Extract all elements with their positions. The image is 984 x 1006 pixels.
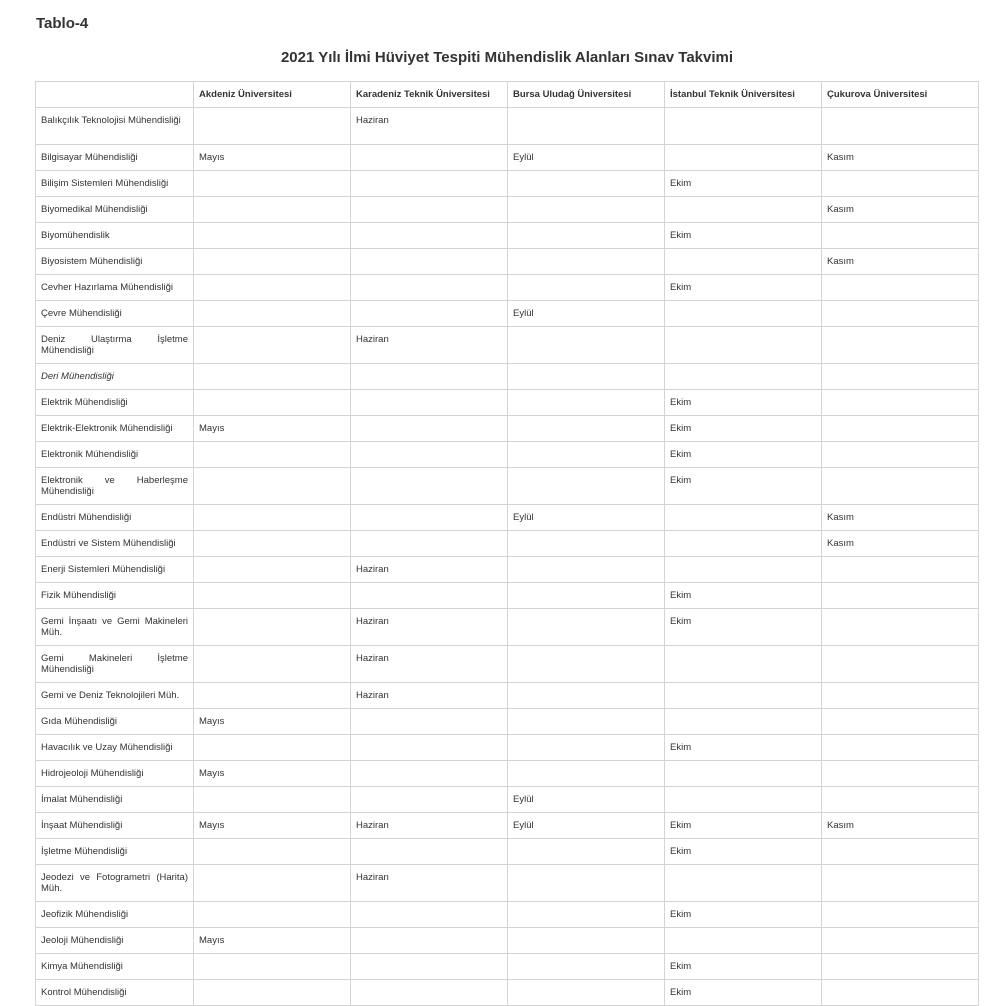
month-cell-akdeniz (194, 301, 351, 327)
month-cell-itu (665, 327, 822, 364)
month-cell-itu (665, 364, 822, 390)
month-cell-cukurova: Kasım (822, 197, 979, 223)
month-cell-cukurova (822, 902, 979, 928)
field-name-cell: Bilişim Sistemleri Mühendisliği (36, 171, 194, 197)
month-cell-akdeniz: Mayıs (194, 709, 351, 735)
month-cell-itu (665, 531, 822, 557)
field-name-cell: Biyomedikal Mühendisliği (36, 197, 194, 223)
document-label: Tablo-4 (36, 15, 89, 32)
table-row (36, 171, 979, 197)
month-cell-itu (665, 197, 822, 223)
month-cell-cukurova (822, 954, 979, 980)
month-cell-karadeniz (351, 928, 508, 954)
month-cell-cukurova (822, 390, 979, 416)
field-name-cell: Çevre Mühendisliği (36, 301, 194, 327)
month-cell-itu: Ekim (665, 468, 822, 505)
table-row (36, 505, 979, 531)
month-cell-uludag (508, 928, 665, 954)
table-row (36, 839, 979, 865)
month-cell-akdeniz: Mayıs (194, 761, 351, 787)
month-cell-akdeniz (194, 787, 351, 813)
month-cell-akdeniz: Mayıs (194, 813, 351, 839)
month-cell-itu: Ekim (665, 442, 822, 468)
month-cell-itu: Ekim (665, 171, 822, 197)
month-cell-karadeniz (351, 787, 508, 813)
month-cell-akdeniz (194, 171, 351, 197)
month-cell-akdeniz (194, 249, 351, 275)
month-cell-cukurova (822, 416, 979, 442)
month-cell-uludag (508, 865, 665, 902)
month-cell-akdeniz (194, 442, 351, 468)
field-name-cell: Elektronik ve Haberleşme Mühendisliği (36, 468, 194, 505)
month-cell-cukurova (822, 928, 979, 954)
month-cell-akdeniz (194, 839, 351, 865)
month-cell-karadeniz: Haziran (351, 108, 508, 145)
month-cell-itu (665, 108, 822, 145)
month-cell-itu (665, 761, 822, 787)
month-cell-itu: Ekim (665, 416, 822, 442)
field-name-cell: Elektronik Mühendisliği (36, 442, 194, 468)
table-row (36, 416, 979, 442)
month-cell-akdeniz (194, 735, 351, 761)
field-name-cell: Biyomühendislik (36, 223, 194, 249)
month-cell-itu: Ekim (665, 390, 822, 416)
month-cell-cukurova (822, 223, 979, 249)
month-cell-karadeniz (351, 275, 508, 301)
month-cell-karadeniz (351, 145, 508, 171)
month-cell-karadeniz: Haziran (351, 557, 508, 583)
month-cell-uludag (508, 442, 665, 468)
table-row (36, 865, 979, 902)
field-name-cell: Balıkçılık Teknolojisi Mühendisliği (36, 108, 194, 145)
month-cell-itu: Ekim (665, 609, 822, 646)
month-cell-itu (665, 557, 822, 583)
month-cell-itu: Ekim (665, 980, 822, 1006)
month-cell-uludag (508, 609, 665, 646)
month-cell-cukurova (822, 327, 979, 364)
table-row (36, 583, 979, 609)
month-cell-karadeniz (351, 223, 508, 249)
month-cell-karadeniz: Haziran (351, 327, 508, 364)
month-cell-cukurova (822, 468, 979, 505)
month-cell-uludag (508, 683, 665, 709)
month-cell-akdeniz (194, 902, 351, 928)
month-cell-karadeniz (351, 416, 508, 442)
month-cell-karadeniz (351, 364, 508, 390)
table-row (36, 390, 979, 416)
month-cell-uludag (508, 197, 665, 223)
month-cell-uludag (508, 709, 665, 735)
table-row (36, 646, 979, 683)
month-cell-itu (665, 787, 822, 813)
month-cell-karadeniz (351, 735, 508, 761)
table-row (36, 364, 979, 390)
exam-schedule-table (35, 81, 979, 1006)
month-cell-uludag (508, 954, 665, 980)
month-cell-itu: Ekim (665, 275, 822, 301)
month-cell-akdeniz (194, 108, 351, 145)
table-row (36, 683, 979, 709)
header-cell-cukurova: Çukurova Üniversitesi (822, 82, 979, 108)
month-cell-akdeniz: Mayıs (194, 928, 351, 954)
month-cell-cukurova (822, 583, 979, 609)
month-cell-akdeniz (194, 327, 351, 364)
field-name-cell: Endüstri ve Sistem Mühendisliği (36, 531, 194, 557)
month-cell-cukurova (822, 364, 979, 390)
month-cell-uludag (508, 583, 665, 609)
month-cell-karadeniz (351, 468, 508, 505)
table-row (36, 108, 979, 145)
month-cell-karadeniz (351, 442, 508, 468)
month-cell-itu (665, 301, 822, 327)
table-row (36, 249, 979, 275)
field-name-cell: İnşaat Mühendisliği (36, 813, 194, 839)
month-cell-karadeniz (351, 839, 508, 865)
field-name-cell: Fizik Mühendisliği (36, 583, 194, 609)
month-cell-cukurova: Kasım (822, 813, 979, 839)
month-cell-cukurova (822, 442, 979, 468)
field-name-cell: Enerji Sistemleri Mühendisliği (36, 557, 194, 583)
page-title: 2021 Yılı İlmi Hüviyet Tespiti Mühendislik Alanları Sınav Takvimi (280, 49, 734, 66)
field-name-cell: Kimya Mühendisliği (36, 954, 194, 980)
month-cell-uludag (508, 327, 665, 364)
month-cell-uludag (508, 468, 665, 505)
month-cell-akdeniz (194, 531, 351, 557)
month-cell-karadeniz (351, 902, 508, 928)
month-cell-akdeniz (194, 223, 351, 249)
month-cell-cukurova (822, 646, 979, 683)
table-row (36, 197, 979, 223)
table-row (36, 301, 979, 327)
month-cell-itu: Ekim (665, 954, 822, 980)
month-cell-karadeniz: Haziran (351, 646, 508, 683)
month-cell-itu (665, 709, 822, 735)
table-row (36, 928, 979, 954)
header-cell-karadeniz: Karadeniz Teknik Üniversitesi (351, 82, 508, 108)
table-row (36, 709, 979, 735)
month-cell-akdeniz (194, 468, 351, 505)
field-name-cell: Endüstri Mühendisliği (36, 505, 194, 531)
month-cell-uludag (508, 364, 665, 390)
month-cell-cukurova: Kasım (822, 145, 979, 171)
field-name-cell: Biyosistem Mühendisliği (36, 249, 194, 275)
month-cell-uludag (508, 249, 665, 275)
month-cell-cukurova: Kasım (822, 249, 979, 275)
month-cell-cukurova (822, 980, 979, 1006)
month-cell-itu: Ekim (665, 223, 822, 249)
month-cell-itu: Ekim (665, 813, 822, 839)
field-name-cell: Gemi Makineleri İşletme Mühendisliği (36, 646, 194, 683)
field-name-cell: Bilgisayar Mühendisliği (36, 145, 194, 171)
month-cell-itu (665, 505, 822, 531)
field-name-cell: Gıda Mühendisliği (36, 709, 194, 735)
field-name-cell: Deniz Ulaştırma İşletme Mühendisliği (36, 327, 194, 364)
month-cell-karadeniz (351, 505, 508, 531)
month-cell-karadeniz (351, 531, 508, 557)
month-cell-akdeniz (194, 364, 351, 390)
month-cell-karadeniz (351, 390, 508, 416)
table-body (36, 108, 979, 1006)
month-cell-akdeniz (194, 609, 351, 646)
month-cell-uludag (508, 223, 665, 249)
month-cell-akdeniz (194, 865, 351, 902)
month-cell-uludag (508, 980, 665, 1006)
month-cell-uludag (508, 171, 665, 197)
month-cell-karadeniz: Haziran (351, 609, 508, 646)
field-name-cell: Jeoloji Mühendisliği (36, 928, 194, 954)
month-cell-uludag: Eylül (508, 145, 665, 171)
month-cell-akdeniz (194, 583, 351, 609)
month-cell-akdeniz (194, 646, 351, 683)
month-cell-karadeniz (351, 249, 508, 275)
table-row (36, 787, 979, 813)
month-cell-cukurova: Kasım (822, 531, 979, 557)
table-row (36, 735, 979, 761)
month-cell-akdeniz (194, 390, 351, 416)
field-name-cell: İşletme Mühendisliği (36, 839, 194, 865)
month-cell-cukurova (822, 761, 979, 787)
month-cell-uludag (508, 735, 665, 761)
month-cell-akdeniz (194, 683, 351, 709)
month-cell-uludag: Eylül (508, 787, 665, 813)
header-cell-field (36, 82, 194, 108)
table-row (36, 327, 979, 364)
month-cell-akdeniz (194, 275, 351, 301)
month-cell-itu (665, 646, 822, 683)
month-cell-uludag (508, 761, 665, 787)
month-cell-akdeniz (194, 197, 351, 223)
month-cell-karadeniz (351, 583, 508, 609)
field-name-cell: Gemi ve Deniz Teknolojileri Müh. (36, 683, 194, 709)
month-cell-karadeniz (351, 171, 508, 197)
table-row (36, 442, 979, 468)
month-cell-karadeniz: Haziran (351, 865, 508, 902)
month-cell-uludag (508, 646, 665, 683)
month-cell-akdeniz (194, 505, 351, 531)
month-cell-uludag (508, 531, 665, 557)
table-row (36, 557, 979, 583)
month-cell-karadeniz (351, 954, 508, 980)
month-cell-cukurova (822, 709, 979, 735)
month-cell-cukurova (822, 557, 979, 583)
month-cell-cukurova: Kasım (822, 505, 979, 531)
month-cell-itu (665, 928, 822, 954)
month-cell-cukurova (822, 735, 979, 761)
field-name-cell: Kontrol Mühendisliği (36, 980, 194, 1006)
field-name-cell: Jeofizik Mühendisliği (36, 902, 194, 928)
month-cell-cukurova (822, 787, 979, 813)
month-cell-itu (665, 683, 822, 709)
month-cell-karadeniz (351, 761, 508, 787)
month-cell-cukurova (822, 609, 979, 646)
month-cell-itu: Ekim (665, 735, 822, 761)
table-row (36, 145, 979, 171)
month-cell-uludag (508, 839, 665, 865)
table-row (36, 954, 979, 980)
month-cell-uludag (508, 902, 665, 928)
month-cell-akdeniz (194, 954, 351, 980)
month-cell-uludag (508, 108, 665, 145)
month-cell-itu: Ekim (665, 839, 822, 865)
month-cell-itu: Ekim (665, 583, 822, 609)
month-cell-cukurova (822, 301, 979, 327)
header-cell-akdeniz: Akdeniz Üniversitesi (194, 82, 351, 108)
header-cell-uludag: Bursa Uludağ Üniversitesi (508, 82, 665, 108)
table-row (36, 761, 979, 787)
month-cell-uludag (508, 416, 665, 442)
month-cell-cukurova (822, 108, 979, 145)
field-name-cell: Havacılık ve Uzay Mühendisliği (36, 735, 194, 761)
month-cell-uludag: Eylül (508, 813, 665, 839)
month-cell-cukurova (822, 839, 979, 865)
table-row (36, 980, 979, 1006)
field-name-cell: Deri Mühendisliği (36, 364, 194, 390)
table-row (36, 468, 979, 505)
table-row (36, 275, 979, 301)
field-name-cell: Cevher Hazırlama Mühendisliği (36, 275, 194, 301)
month-cell-karadeniz (351, 197, 508, 223)
month-cell-uludag: Eylül (508, 301, 665, 327)
month-cell-akdeniz (194, 980, 351, 1006)
header-row (36, 82, 979, 108)
table-header (36, 82, 979, 108)
month-cell-karadeniz: Haziran (351, 813, 508, 839)
field-name-cell: İmalat Mühendisliği (36, 787, 194, 813)
month-cell-uludag: Eylül (508, 505, 665, 531)
month-cell-akdeniz: Mayıs (194, 416, 351, 442)
header-cell-itu: İstanbul Teknik Üniversitesi (665, 82, 822, 108)
month-cell-uludag (508, 390, 665, 416)
month-cell-karadeniz (351, 709, 508, 735)
month-cell-itu: Ekim (665, 902, 822, 928)
month-cell-uludag (508, 557, 665, 583)
field-name-cell: Jeodezi ve Fotogrametri (Harita) Müh. (36, 865, 194, 902)
month-cell-karadeniz (351, 980, 508, 1006)
table-row (36, 813, 979, 839)
month-cell-cukurova (822, 683, 979, 709)
month-cell-itu (665, 249, 822, 275)
month-cell-itu (665, 145, 822, 171)
field-name-cell: Elektrik Mühendisliği (36, 390, 194, 416)
month-cell-karadeniz (351, 301, 508, 327)
month-cell-akdeniz (194, 557, 351, 583)
table-row (36, 902, 979, 928)
month-cell-karadeniz: Haziran (351, 683, 508, 709)
field-name-cell: Elektrik-Elektronik Mühendisliği (36, 416, 194, 442)
table-row (36, 531, 979, 557)
month-cell-akdeniz: Mayıs (194, 145, 351, 171)
month-cell-cukurova (822, 275, 979, 301)
month-cell-cukurova (822, 865, 979, 902)
field-name-cell: Gemi İnşaatı ve Gemi Makineleri Müh. (36, 609, 194, 646)
month-cell-cukurova (822, 171, 979, 197)
month-cell-uludag (508, 275, 665, 301)
month-cell-itu (665, 865, 822, 902)
table-row (36, 609, 979, 646)
field-name-cell: Hidrojeoloji Mühendisliği (36, 761, 194, 787)
table-row (36, 223, 979, 249)
